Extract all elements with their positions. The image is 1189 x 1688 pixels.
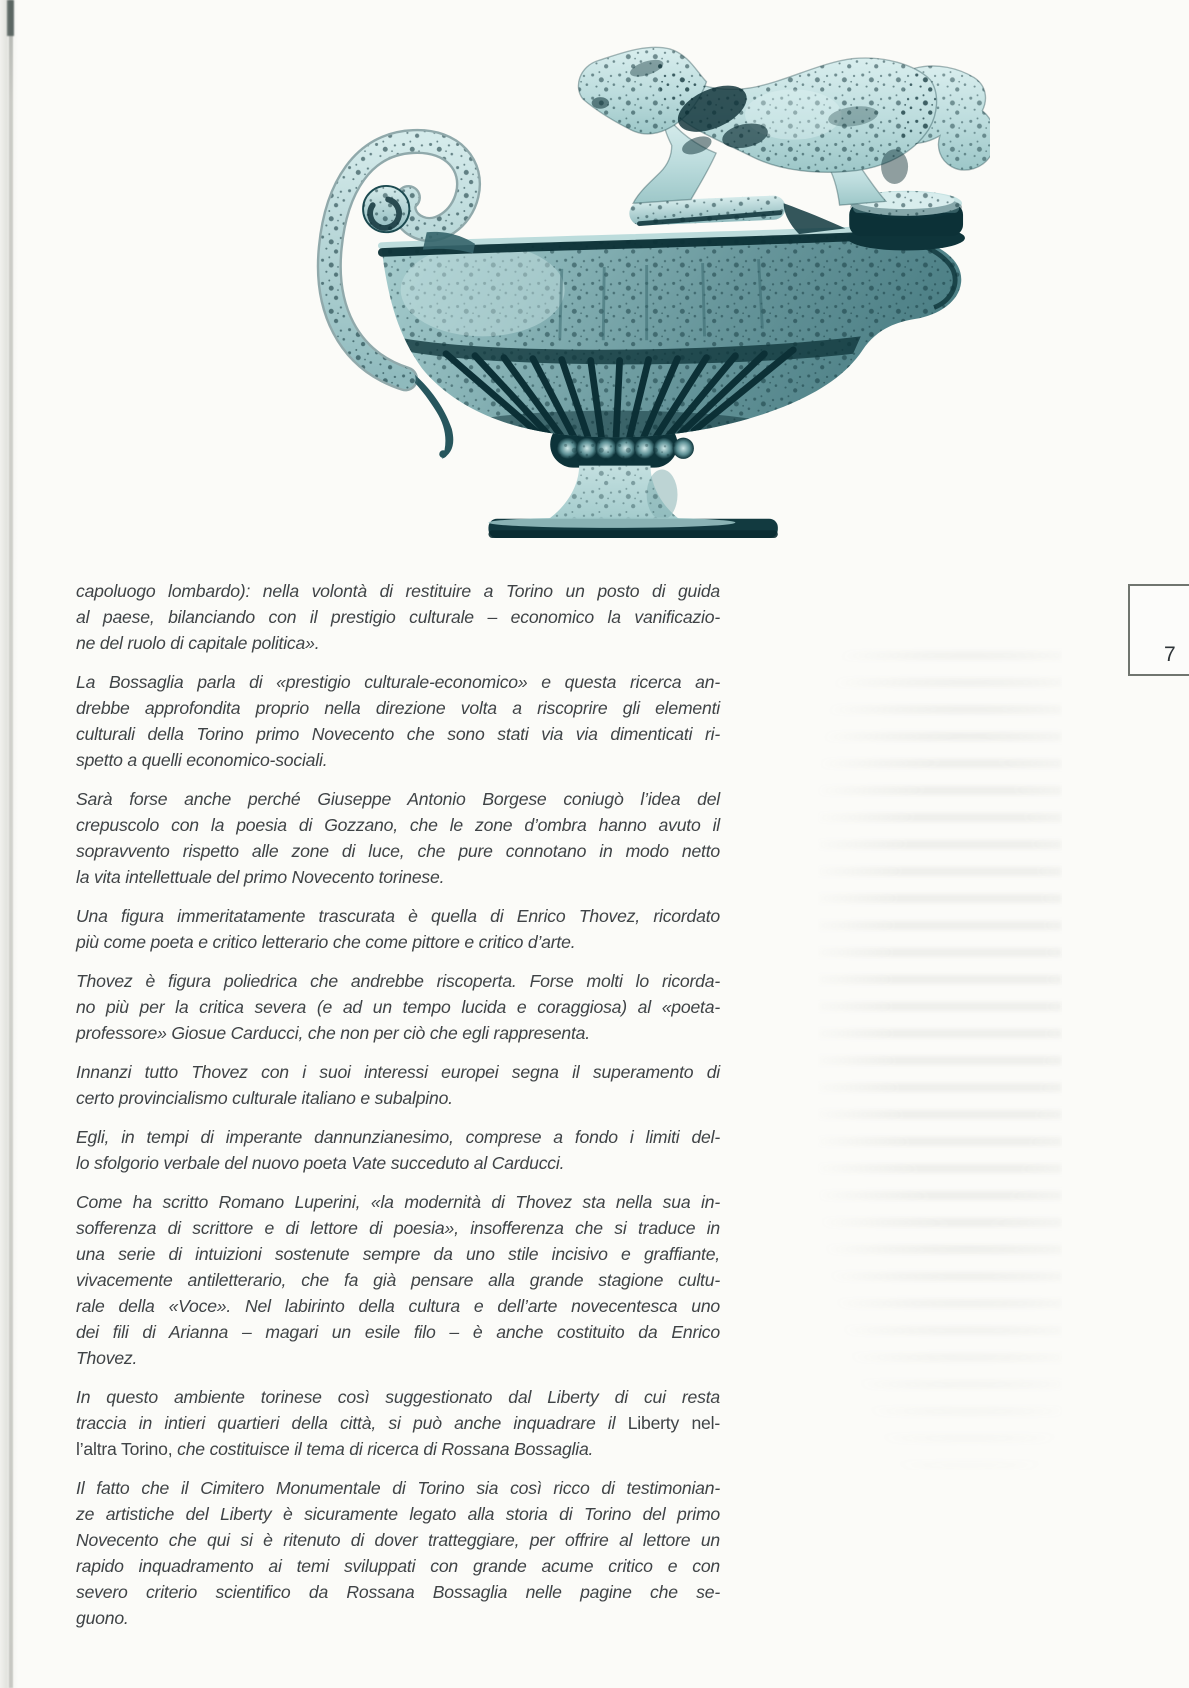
paragraph (76, 968, 720, 1046)
scan-gutter-line (9, 0, 13, 1688)
text-line: drebbe approfondita proprio nella direzione volta a riscoprire gli elementi (76, 698, 720, 718)
text-line (76, 1436, 720, 1462)
text-line: severo criterio scientifico da Rossana Bossaglia nelle pagine che se- (76, 1582, 720, 1602)
scan-gutter-mark (7, 0, 14, 36)
text-line: al paese, bilanciando con il prestigio culturale – economico la vanificazio- (76, 607, 720, 627)
text-line: capoluogo lombardo): nella volontà di restituire a Torino un posto di guida (76, 581, 720, 601)
dog-figure (578, 47, 990, 205)
text-line: no più per la critica severa (e ad un tempo lucida e coraggiosa) al «poeta- (76, 997, 720, 1017)
roman-emphasis-segment: Liberty nel- (627, 1413, 720, 1433)
text-line: spetto a quelli economico-sociali. (76, 750, 328, 770)
paragraph (76, 786, 720, 890)
text-line: culturali della Torino primo Novecento che sono stati via via dimenticati ri- (76, 724, 720, 744)
text-line: professore» Giosue Carducci, che non per ciò che egli rappresenta. (76, 1023, 590, 1043)
scroll-knob (363, 186, 409, 232)
body-text-column (76, 578, 720, 1644)
text-line: Sarà forse anche perché Giuseppe Antonio Borgese coniugò l’idea del (76, 789, 720, 809)
text-line: la vita intellettuale del primo Novecento torinese. (76, 867, 445, 887)
paragraph (76, 1059, 720, 1111)
text-line: sopravvento rispetto alle zone di luce, che pure connotano in modo netto (76, 841, 720, 861)
paragraph (76, 669, 720, 773)
text-line: La Bossaglia parla di «prestigio culturale-economico» e questa ricerca an- (76, 672, 720, 692)
text-segment: traccia in intieri quartieri della città, si può anche inquadrare il (76, 1413, 628, 1433)
page-show-through-ghosting (818, 640, 1062, 1470)
stem (546, 466, 681, 521)
text-line: rapido inquadramento ai temi sviluppati con grande acume critico e con (76, 1556, 720, 1576)
text-line: Il fatto che il Cimitero Monumentale di Torino sia così ricco di testimonian- (76, 1478, 720, 1498)
paragraph (76, 1475, 720, 1631)
bowl (381, 228, 961, 462)
text-segment: che costituisce il tema di ricerca di Rossana Bossaglia. (172, 1439, 594, 1459)
text-line: Thovez. (76, 1348, 138, 1368)
text-line: guono. (76, 1608, 129, 1628)
bowl-highlight (401, 244, 565, 337)
text-line: dei fili di Arianna – magari un esile filo – è anche costituito da Enrico (76, 1322, 720, 1342)
text-line: ze artistiche del Liberty è sicuramente legato alla storia di Torino del primo (76, 1504, 720, 1524)
text-line: Egli, in tempi di imperante dannunzianesimo, comprese a fondo i limiti del- (76, 1127, 720, 1147)
text-line: Thovez è figura poliedrica che andrebbe riscoperta. Forse molti lo ricorda- (76, 971, 720, 991)
paragraph (76, 578, 720, 656)
text-line: crepuscolo con la poesia di Gozzano, che le zone d’ombra hanno avuto il (76, 815, 720, 835)
page-number: 7 (1164, 643, 1176, 666)
roman-emphasis-segment: l’altra Torino, (76, 1439, 173, 1459)
text-line: vivacemente antiletterario, che fa già pensare alla grande stagione cultu- (76, 1270, 720, 1290)
paragraph (76, 1189, 720, 1371)
page-number-box (1128, 584, 1189, 676)
text-line: Come ha scritto Romano Luperini, «la modernità di Thovez sta nella sua in- (76, 1192, 720, 1212)
vessel-photo-illustration (230, 20, 990, 565)
paragraph (76, 1384, 720, 1462)
text-line: Innanzi tutto Thovez con i suoi interessi europei segna il superamento di (76, 1062, 720, 1082)
text-line: sofferenza di scrittore e di lettore di poesia», insofferenza che si traduce in (76, 1218, 720, 1238)
text-line: rale della «Voce». Nel labirinto della cultura e dell’arte novecentesca uno (76, 1296, 720, 1316)
text-line: ne del ruolo di capitale politica». (76, 633, 320, 653)
paragraph (76, 1124, 720, 1176)
text-line: più come poeta e critico letterario che come pittore e critico d’arte. (76, 932, 576, 952)
text-line: In questo ambiente torinese così suggestionato dal Liberty di cui resta (76, 1387, 720, 1407)
text-line: lo sfolgorio verbale del nuovo poeta Vate succeduto al Carducci. (76, 1153, 565, 1173)
text-line: Novecento che qui si è ritenuto di dover tratteggiare, per offrire al lettore un (76, 1530, 720, 1550)
text-line: Una figura immeritatamente trascurata è quella di Enrico Thovez, ricordato (76, 906, 720, 926)
paragraph (76, 903, 720, 955)
base-plate (488, 517, 777, 538)
text-line: una serie di intuizioni sostenute sempre da uno stile incisivo e graffiante, (76, 1244, 720, 1264)
text-line: certo provincialismo culturale italiano e subalpino. (76, 1088, 453, 1108)
text-line (76, 1410, 720, 1436)
